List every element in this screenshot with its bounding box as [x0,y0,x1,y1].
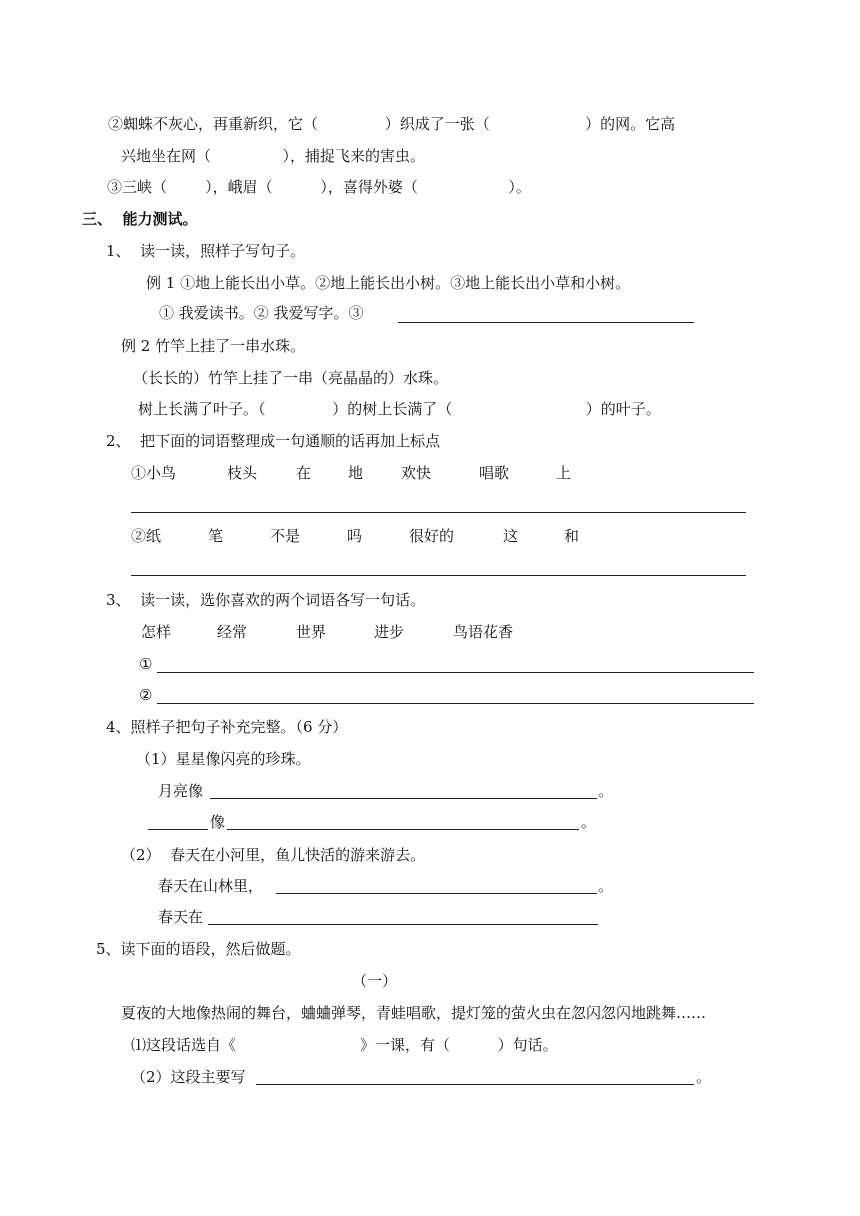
word-item: 在 [296,464,312,482]
word-item: 吗 [347,527,363,545]
sub-question-2: （2）这段主要写 [131,1068,246,1086]
passage-text: 夏夜的大地像热闹的舞台，蛐蛐弹琴，青蛙唱歌，提灯笼的萤火虫在忽闪忽闪地跳舞…… [121,1004,707,1022]
example-2-demo: （长长的）竹竿上挂了一串（亮晶晶的）水珠。 [133,369,449,387]
blank-marker: ① [139,655,153,673]
word-item: 世界 [296,623,327,641]
answer-line[interactable] [276,893,597,894]
word-item: 进步 [374,623,405,641]
q2-line-spider: ②蜘蛛不灰心，再重新织，它（ ）织成了一张（ ）的网。它高 [108,115,676,133]
question-2-title: 2、 把下面的词语整理成一句通顺的话再加上标点 [106,432,441,450]
word-item: ②纸 [131,527,162,545]
word-item: 笔 [208,527,224,545]
blank-marker: ② [139,686,153,704]
example-1-task: ① 我爱读书。② 我爱写字。③ [159,304,364,322]
answer-line[interactable] [131,575,746,576]
q2-line-spider-cont: 兴地坐在网（ ），捕捉飞来的害虫。 [121,147,426,165]
word-item: 上 [556,464,572,482]
word-item: 经常 [217,623,248,641]
q2-line-sanxia: ③三峡（ ），峨眉（ ），喜得外婆（ ）。 [107,178,531,196]
question-1-title: 1、 读一读，照样子写句子。 [106,242,306,260]
example-1: 例 1 ①地上能长出小草。②地上能长出小树。③地上能长出小草和小树。 [146,274,631,292]
period: 。 [598,877,614,895]
word-item: 这 [503,527,519,545]
word-item: 不是 [270,527,301,545]
sentence-stem: 像 [210,813,226,831]
sentence-example: （1）星星像闪亮的珍珠。 [136,750,311,768]
question-5-title: 5、读下面的语段，然后做题。 [96,940,301,958]
answer-line[interactable] [398,322,694,323]
period: 。 [598,782,614,800]
answer-line[interactable] [148,829,208,830]
sentence-example: （2） 春天在小河里，鱼儿快活的游来游去。 [121,846,426,864]
word-item: 和 [564,527,580,545]
word-item: 唱歌 [479,464,510,482]
word-item: 欢快 [401,464,432,482]
word-item: ①小鸟 [131,464,177,482]
word-item: 很好的 [409,527,455,545]
period: 。 [581,813,597,831]
word-item: 鸟语花香 [453,623,514,641]
question-4-title: 4、照样子把句子补充完整。（6 分） [106,718,348,736]
answer-line[interactable] [227,829,579,830]
example-2-task: 树上长满了叶子。（ ）的树上长满了（ ）的叶子。 [138,400,661,418]
sentence-stem: 月亮像 [158,782,204,800]
sentence-stem: 春天在 [158,908,204,926]
period: 。 [696,1068,712,1086]
answer-line[interactable] [157,672,754,673]
word-item: 枝头 [227,464,258,482]
answer-line[interactable] [210,798,597,799]
word-item: 地 [348,464,364,482]
answer-line[interactable] [208,924,598,925]
answer-line[interactable] [157,703,754,704]
sub-question-1: ⑴这段话选自《 》一课，有（ ）句话。 [131,1036,558,1054]
word-item: 怎样 [141,623,172,641]
answer-line[interactable] [131,512,746,513]
section-heading: 三、 能力测试。 [82,210,198,228]
example-2: 例 2 竹竿上挂了一串水珠。 [121,337,306,355]
passage-label: （一） [352,972,398,990]
question-3-title: 3、 读一读，选你喜欢的两个词语各写一句话。 [106,591,426,609]
sentence-stem: 春天在山林里， [158,877,264,895]
answer-line[interactable] [256,1084,694,1085]
